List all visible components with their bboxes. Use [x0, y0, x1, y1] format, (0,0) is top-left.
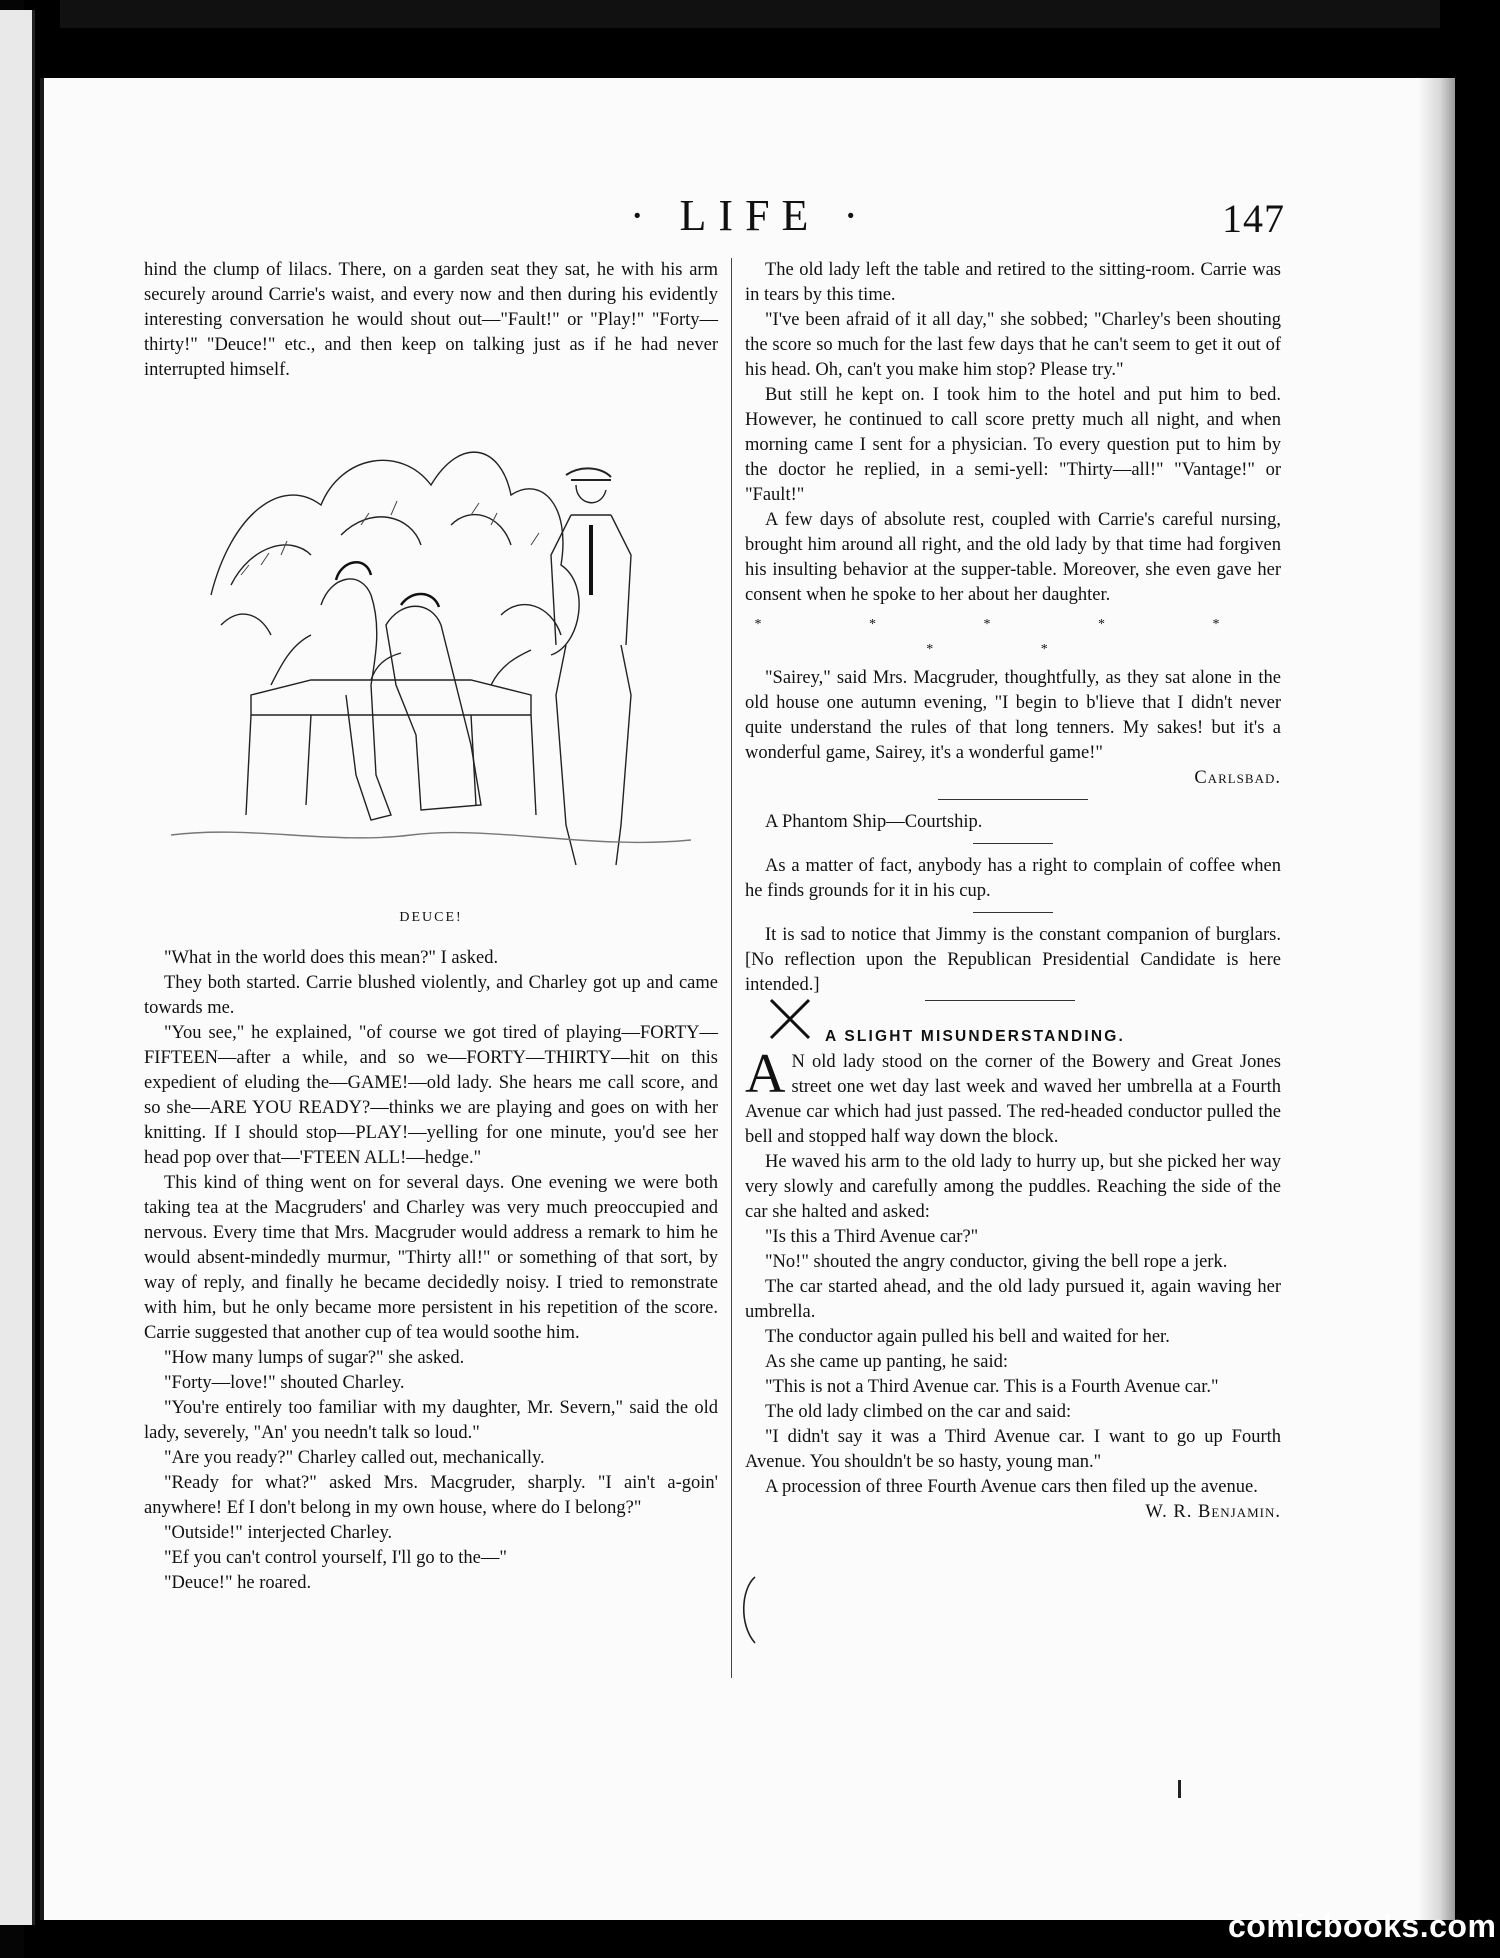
story-para-6: The conductor again pulled his bell and waited for her. — [765, 1327, 1170, 1347]
left-para-10: "Ready for what?" asked Mrs. Macgruder, sharply. "I ain't a-goin' anywhere! Ef I don't belong in my own house, where do I belong?" — [144, 1473, 718, 1518]
left-para-2: "What in the world does this mean?" I asked. — [164, 948, 499, 968]
masthead-life: · LIFE · — [629, 191, 871, 240]
story-para-9: The old lady climbed on the car and said: — [765, 1402, 1072, 1422]
story-para-3: "Is this a Third Avenue car?" — [765, 1227, 979, 1247]
drop-cap: A — [745, 1043, 786, 1105]
watermark-text: comicbooks.com — [1228, 1908, 1497, 1944]
left-para-13: "Deuce!" he roared. — [164, 1573, 312, 1593]
left-para-12: "Ef you can't control yourself, I'll go to the—" — [164, 1548, 507, 1568]
story-para-10: "I didn't say it was a Third Avenue car. I want to go up Fourth Avenue. You shouldn't be so hasty, young man." — [745, 1427, 1281, 1472]
left-column — [144, 258, 718, 1596]
divider-rule — [973, 912, 1053, 913]
page-binding-edge — [40, 78, 44, 1920]
story-para-11: A procession of three Fourth Avenue cars then filed up the avenue. — [765, 1477, 1258, 1497]
right-para-1: The old lady left the table and retired to the sitting-room. Carrie was in tears by this time. — [745, 260, 1281, 305]
left-para-7: "Forty—love!" shouted Charley. — [164, 1373, 405, 1393]
divider-rule — [938, 799, 1088, 800]
column-divider — [731, 258, 732, 1678]
story-para-4: "No!" shouted the angry conductor, giving the bell rope a jerk. — [765, 1252, 1228, 1272]
joke-phantom-ship: A Phantom Ship—Courtship. — [765, 812, 983, 832]
right-para-5: "Sairey," said Mrs. Macgruder, thoughtfully, as they sat alone in the old house one autumn evening, "I begin to b'lieve that I didn't never quite understand the rules of that long tenners. My sakes! but it's a wonderful game, Sairey, it's a wonderful game!" — [745, 668, 1281, 763]
page-number: 147 — [1222, 196, 1285, 241]
left-para-5: This kind of thing went on for several days. One evening we were both taking tea at the Macgruders' and Charley was very much preoccupied and nervous. Every time that Mrs. Macgruder would address a remark to him he would absent-mindedly murmur, "Thirty all!" or something of that sort, by way of reply, and finally he became decidedly noisy. I tried to remonstrate with him, but he only became more persistent in his repetition of the score. Carrie suggested that another cup of tea would soothe him. — [144, 1173, 718, 1343]
pencil-bracket-mark — [735, 1575, 759, 1645]
right-column — [745, 258, 1281, 1525]
right-para-3: But still he kept on. I took him to the hotel and put him to bed. However, he continued to call score pretty much all night, and when morning came I sent for a physician. To every question put to him by the doctor he replied, in a semi-yell: "Thirty—all!" "Vantage!" or "Fault!" — [745, 385, 1281, 505]
right-para-4: A few days of absolute rest, coupled with Carrie's careful nursing, brought him around all right, and the old lady by that time had forgiven his insulting behavior at the supper-table. Moreover, she even gave her consent when he spoke to her about her daughter. — [745, 510, 1281, 605]
left-para-9: "Are you ready?" Charley called out, mechanically. — [164, 1448, 545, 1468]
story-para-8: "This is not a Third Avenue car. This is a Fourth Avenue car." — [765, 1377, 1219, 1397]
left-para-8: "You're entirely too familiar with my daughter, Mr. Severn," said the old lady, severely, "An' you needn't talk so loud." — [144, 1398, 718, 1443]
pencil-x-mark — [767, 996, 813, 1042]
previous-page-edge — [0, 10, 35, 1925]
left-para-4: "You see," he explained, "of course we got tired of playing—FORTY—FIFTEEN—after a while, and so we—FORTY—THIRTY—hit on this expedient of eluding the—GAME!—old lady. She hears me call score, and so she—ARE YOU READY?—thinks we are playing and goes on with her knitting. If I should stop—PLAY!—yelling for one minute, you'd see her head pop over that—'FTEEN ALL!—hedge." — [144, 1023, 718, 1168]
story-headline — [745, 1000, 1281, 1050]
left-para-3: They both started. Carrie blushed violently, and Charley got up and came towards me. — [144, 973, 718, 1018]
signature-carlsbad: Carlsbad. — [1194, 768, 1281, 788]
story-para-1 — [745, 1043, 1281, 1150]
deuce-illustration — [171, 395, 691, 885]
divider-rule — [973, 843, 1053, 844]
section-break-stars: * * * * * * * — [754, 617, 1272, 657]
story-para-1-text: N old lady stood on the corner of the Bowery and Great Jones street one wet day last week and waved her umbrella at a Fourth Avenue car which had just passed. The red-headed conductor pulled the bell and stopped half way down the block. — [745, 1052, 1281, 1147]
divider-rule — [925, 1000, 1075, 1001]
scan-top-shadow — [60, 0, 1440, 28]
right-para-2: "I've been afraid of it all day," she sobbed; "Charley's been shouting the score so much for the last few days that he can't seem to get it out of his head. Oh, can't you make him stop? Please try." — [745, 310, 1281, 380]
joke-jimmy: It is sad to notice that Jimmy is the constant companion of burglars. [No reflection upon the Republican Presidential Candidate is here intended.] — [745, 925, 1281, 995]
left-para-6: "How many lumps of sugar?" she asked. — [164, 1348, 465, 1368]
page-fold-shadow — [1418, 78, 1455, 1920]
joke-coffee-grounds: As a matter of fact, anybody has a right to complain of coffee when he finds grounds for it in his cup. — [745, 856, 1281, 901]
signature-benjamin: W. R. Benjamin. — [1145, 1502, 1281, 1522]
story-para-7: As she came up panting, he said: — [765, 1352, 1009, 1372]
story-para-2: He waved his arm to the old lady to hurry up, but she picked her way very slowly and carefully among the puddles. Reaching the side of the car she halted and asked: — [745, 1152, 1281, 1222]
left-para-1: hind the clump of lilacs. There, on a garden seat they sat, he with his arm securely around Carrie's waist, and every now and then during his evidently interesting conversation he would shout out—"Fault!" or "Play!" "Forty—thirty!" "Deuce!" etc., and then keep on talking just as if he had never interrupted himself. — [144, 260, 718, 380]
left-para-11: "Outside!" interjected Charley. — [164, 1523, 393, 1543]
story-para-5: The car started ahead, and the old lady pursued it, again waving her umbrella. — [745, 1277, 1281, 1322]
illustration-caption: DEUCE! — [399, 910, 463, 925]
stray-ink-mark — [1178, 1780, 1181, 1798]
headline-text: A SLIGHT MISUNDERSTANDING. — [825, 1028, 1126, 1045]
